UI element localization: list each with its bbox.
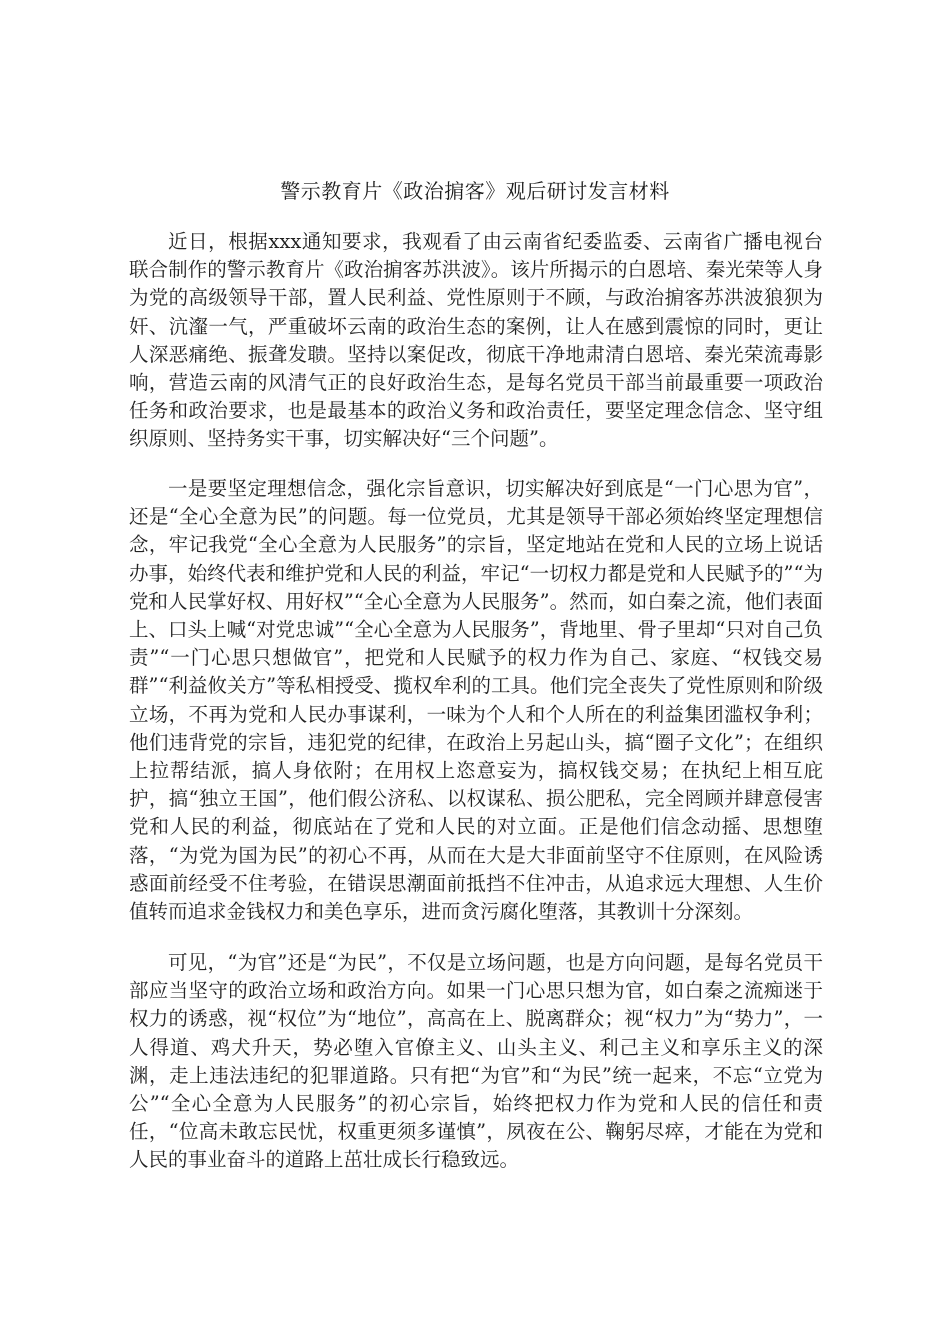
paragraph-conclusion: 可见，“为官”还是“为民”，不仅是立场问题，也是方向问题，是每名党员干部应当坚守的政治立场和政治方向。如果一门心思只想为官，如白秦之流痴迷于权力的诱惑，视“权位”为“地位”，高高在上、脱离群众；视“权力”为“势力”，一人得道、鸡犬升天，势必堕入官僚主义、山头主义、利己主义和享乐主义的深渊，走上违法违纪的犯罪道路。只有把“为官”和“为民”统一起来，不忘“立党为公”“全心全意为人民服务”的初心宗旨，始终把权力作为党和人民的信任和责任，“位高未敢忘民忧，权重更须多谨慎”，夙夜在公、鞠躬尽瘁，才能在为党和人民的事业奋斗的道路上茁壮成长行稳致远。 bbox=[129, 951, 823, 1172]
paragraph-point-one: 一是要坚定理想信念，强化宗旨意识，切实解决好到底是“一门心思为官”，还是“全心全意为民”的问题。每一位党员，尤其是领导干部必须始终坚定理想信念，牢记我党“全心全意为人民服务”的宗旨，坚定地站在党和人民的立场上说话办事，始终代表和维护党和人民的利益，牢记“一切权力都是党和人民赋予的”“为党和人民掌好权、用好权”“全心全意为人民服务”。然而，如白秦之流，他们表面上、口头上喊“对党忠诚”“全心全意为人民服务”，背地里、骨子里却“只对自己负责”“一门心思只想做官”，把党和人民赋予的权力作为自己、家庭、“权钱交易群”“利益攸关方”等私相授受、揽权牟利的工具。他们完全丧失了党性原则和阶级立场，不再为党和人民办事谋利，一味为个人和个人所在的利益集团滥权争利；他们违背党的宗旨，违犯党的纪律，在政治上另起山头，搞“圈子文化”；在组织上拉帮结派，搞人身依附；在用权上恣意妄为，搞权钱交易；在执纪上相互庇护，搞“独立王国”，他们假公济私、以权谋私、损公肥私，完全罔顾并肆意侵害党和人民的利益，彻底站在了党和人民的对立面。正是他们信念动摇、思想堕落，“为党为国为民”的初心不再，从而在大是大非面前坚守不住原则，在风险诱惑面前经受不住考验，在错误思潮面前抵挡不住冲击，从追求远大理想、人生价值转而追求金钱权力和美色享乐，进而贪污腐化堕落，其教训十分深刻。 bbox=[129, 477, 823, 924]
paragraph-intro: 近日，根据xxx通知要求，我观看了由云南省纪委监委、云南省广播电视台联合制作的警示教育片《政治掮客苏洪波》。该片所揭示的白恩培、秦光荣等人身为党的高级领导干部，置人民利益、党性原则于不顾，与政治掮客苏洪波狼狈为奸、沆瀣一气，严重破坏云南的政治生态的案例，让人在感到震惊的同时，更让人深恶痛绝、振聋发聩。坚持以案促改，彻底干净地肃清白恩培、秦光荣流毒影响，营造云南的风清气正的良好政治生态，是每名党员干部当前最重要一项政治任务和政治要求，也是最基本的政治义务和政治责任，要坚定理念信念、坚守组织原则、坚持务实干事，切实解决好“三个问题”。 bbox=[129, 230, 823, 451]
document-title: 警示教育片《政治掮客》观后研讨发言材料 bbox=[280, 179, 670, 203]
